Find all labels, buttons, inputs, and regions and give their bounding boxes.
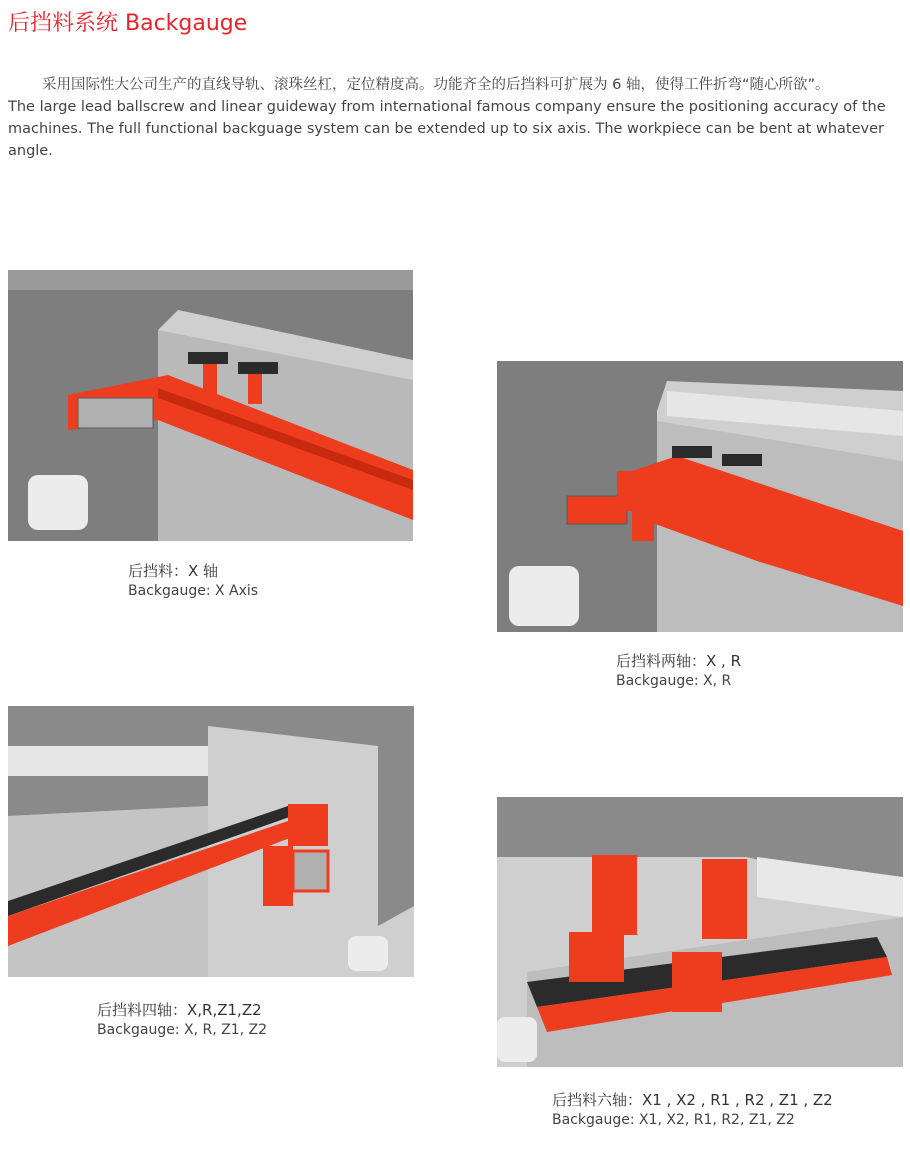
caption-en: Backgauge: X Axis <box>128 583 259 599</box>
photo-backgauge-x-r-z1-z2 <box>8 706 414 977</box>
caption-zh: 后挡料：X 轴 <box>128 562 219 580</box>
photo-backgauge-six-axis <box>497 797 903 1067</box>
caption-x-r-z1-z2 <box>97 1000 267 1040</box>
caption-x-axis <box>128 561 258 601</box>
photo-backgauge-x-axis <box>8 270 413 541</box>
photo-backgauge-x-r <box>497 361 903 632</box>
intro-chinese: 采用国际性大公司生产的直线导轨、滚珠丝杠，定位精度高。功能齐全的后挡料可扩展为 6 轴，使得工件折弯“随心所欲”。 <box>42 77 830 93</box>
caption-zh: 后挡料四轴：X,R,Z1,Z2 <box>97 1001 262 1019</box>
caption-zh: 后挡料六轴：X1 , X2 , R1 , R2 , Z1 , Z2 <box>552 1091 833 1109</box>
intro-english: The large lead ballscrew and linear guideway from international famous company ensure the positioning accuracy of the machines. The full functional backguage system can be extended up to six axis. The workpiece can be bent at whatever angle. <box>8 99 886 159</box>
intro-text <box>8 74 904 162</box>
page-title: 后挡料系统 Backgauge <box>8 11 248 36</box>
caption-zh: 后挡料两轴：X , R <box>616 652 742 670</box>
caption-en: Backgauge: X1, X2, R1, R2, Z1, Z2 <box>552 1112 795 1128</box>
caption-x-r <box>616 651 741 691</box>
caption-en: Backgauge: X, R, Z1, Z2 <box>97 1022 268 1038</box>
caption-six-axis <box>552 1090 833 1130</box>
caption-en: Backgauge: X, R <box>616 673 732 689</box>
